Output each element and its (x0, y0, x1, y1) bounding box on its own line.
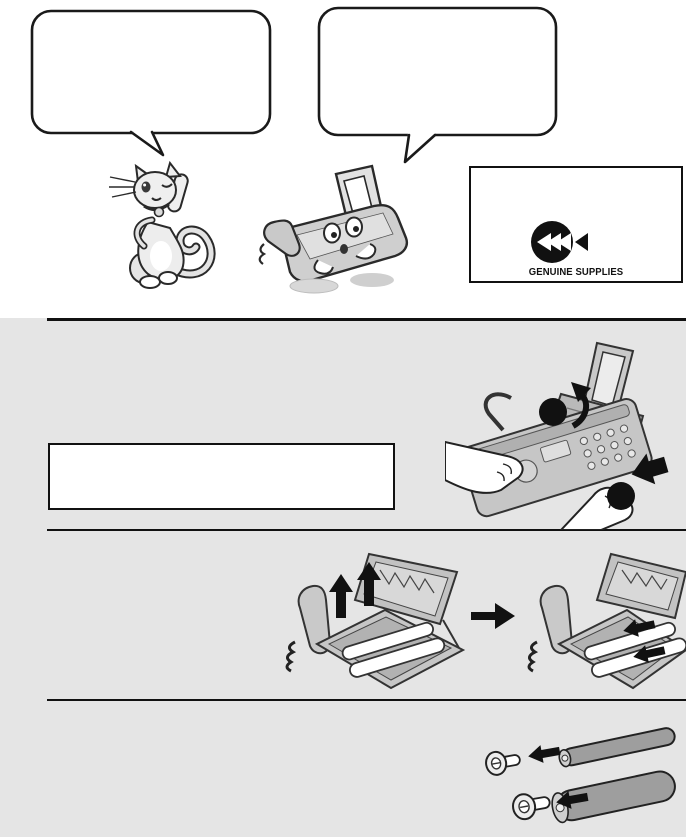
fax-machine-character-illustration (252, 162, 416, 300)
open-fax-right (529, 554, 686, 688)
open-machine-step-illustration (445, 338, 669, 530)
speech-bubble-left (28, 6, 274, 160)
film-replacement-step-illustration (283, 548, 686, 696)
section-divider-bottom (47, 699, 686, 701)
section-divider-top (47, 318, 686, 321)
rewind-arrows-icon (531, 220, 627, 266)
lift-up-arrow-icon (329, 574, 353, 618)
film-gear-icon (484, 748, 521, 777)
genuine-supplies-label: GENUINE SUPPLIES (528, 267, 624, 278)
genuine-supplies-box (469, 166, 683, 283)
cat-mascot-illustration (108, 156, 226, 298)
note-box (48, 443, 395, 510)
speech-bubble-right (314, 4, 560, 166)
next-step-arrow-icon (471, 603, 515, 629)
film-roll-gears-illustration (470, 710, 686, 834)
film-gear-icon (511, 790, 552, 821)
open-fax-left (287, 554, 463, 688)
remove-gear-arrow-icon (527, 742, 562, 765)
step-badge-2 (607, 482, 635, 510)
step-badge-1 (539, 398, 567, 426)
